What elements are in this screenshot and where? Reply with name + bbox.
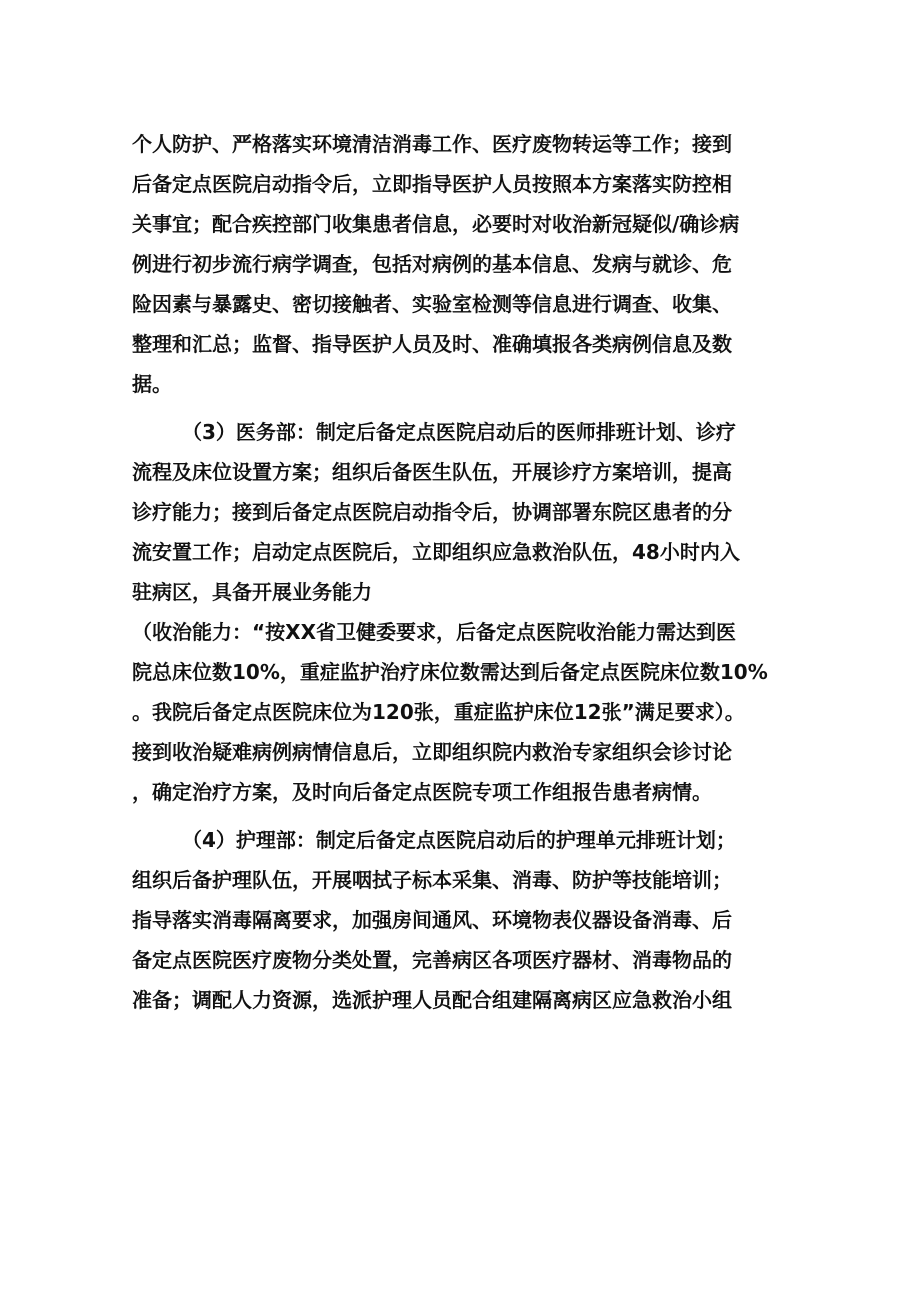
text-line: 院总床位数10%，重症监护治疗床位数需达到后备定点医院床位数10% — [132, 660, 768, 684]
text-line: 个人防护、严格落实环境清洁消毒工作、医疗废物转运等工作；接到 — [132, 132, 732, 156]
text-line: 诊疗能力；接到后备定点医院启动指令后，协调部署东院区患者的分 — [132, 500, 732, 524]
text-line: 流程及床位设置方案；组织后备医生队伍，开展诊疗方案培训，提高 — [132, 460, 732, 484]
text-line: 组织后备护理队伍，开展咽拭子标本采集、消毒、防护等技能培训； — [132, 868, 732, 892]
text-line: 备定点医院医疗废物分类处置，完善病区各项医疗器材、消毒物品的 — [132, 948, 732, 972]
text-line: 驻病区，具备开展业务能力 — [132, 580, 372, 604]
text-line: 例进行初步流行病学调查，包括对病例的基本信息、发病与就诊、危 — [132, 252, 732, 276]
text-line: ，确定治疗方案，及时向后备定点医院专项工作组报告患者病情。 — [132, 780, 712, 804]
text-line: 据。 — [132, 372, 172, 396]
text-line: 后备定点医院启动指令后，立即指导医护人员按照本方案落实防控相 — [132, 172, 732, 196]
section-heading-medical: （3）医务部：制定后备定点医院启动后的医师排班计划、诊疗 — [182, 420, 736, 444]
text-line: 准备；调配人力资源，选派护理人员配合组建隔离病区应急救治小组 — [132, 988, 732, 1012]
text-line: 指导落实消毒隔离要求，加强房间通风、环境物表仪器设备消毒、后 — [132, 908, 732, 932]
section-heading-nursing: （4）护理部：制定后备定点医院启动后的护理单元排班计划； — [182, 828, 736, 852]
text-line: 关事宜；配合疾控部门收集患者信息，必要时对收治新冠疑似/确诊病 — [132, 212, 740, 236]
text-line: 险因素与暴露史、密切接触者、实验室检测等信息进行调查、收集、 — [132, 292, 732, 316]
text-line: 整理和汇总；监督、指导医护人员及时、准确填报各类病例信息及数 — [132, 332, 732, 356]
text-line: 接到收治疑难病例病情信息后，立即组织院内救治专家组织会诊讨论 — [132, 740, 732, 764]
text-line: （收治能力：“按XX省卫健委要求，后备定点医院收治能力需达到医 — [132, 620, 736, 644]
document-body — [132, 124, 792, 1020]
text-line: 流安置工作；启动定点医院后，立即组织应急救治队伍，48小时内入 — [132, 540, 740, 564]
text-line: 。我院后备定点医院床位为120张，重症监护床位12张”满足要求）。 — [132, 700, 745, 724]
